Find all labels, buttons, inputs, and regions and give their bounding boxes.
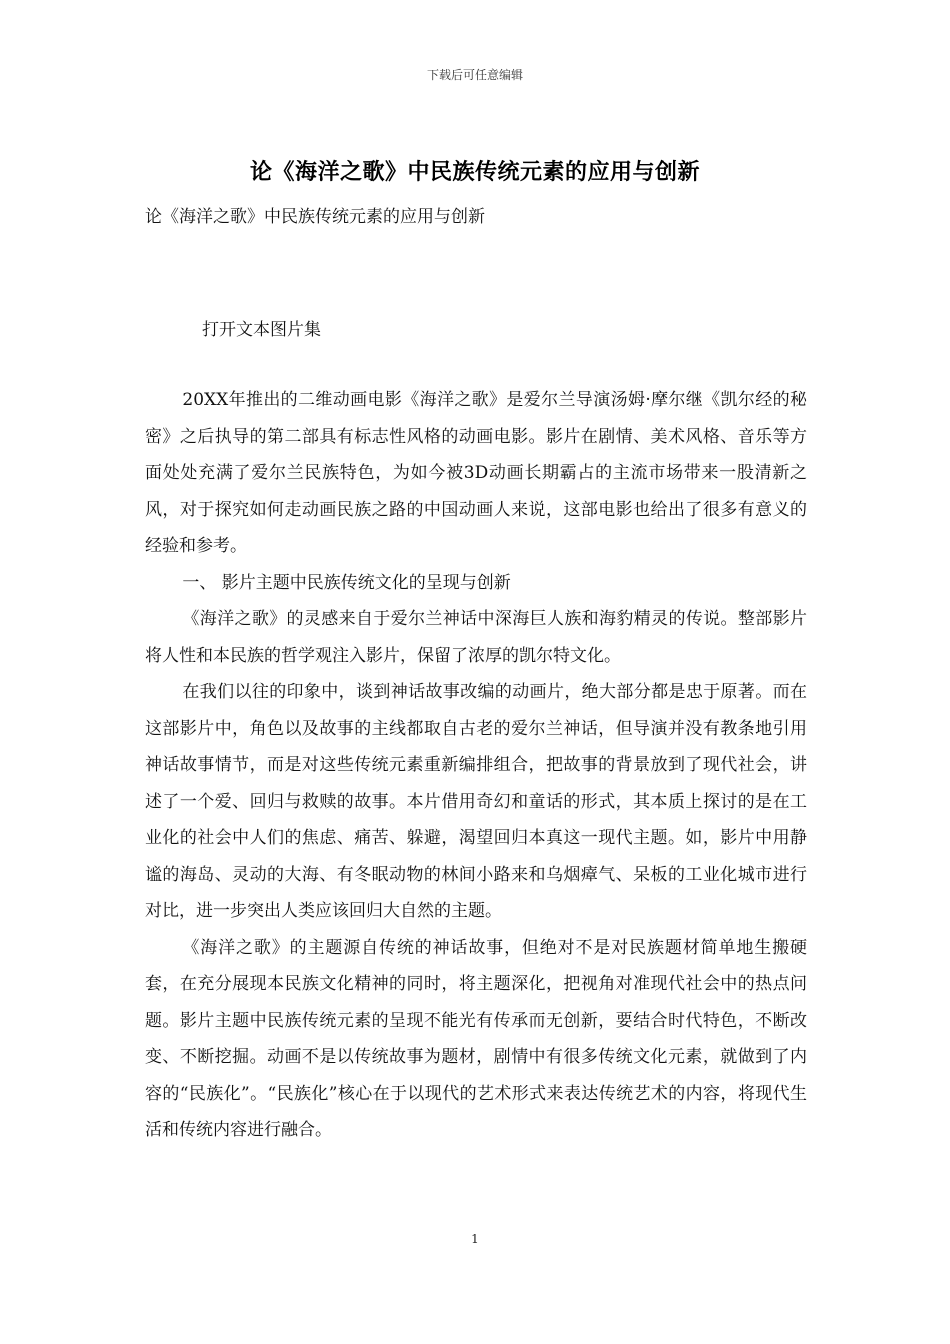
paragraph-theme: 《海洋之歌》的主题源自传统的神话故事，但绝对不是对民族题材简单地生搬硬套，在充分展现本民族文化精神的同时，将主题深化，把视角对准现代社会中的热点问题。影片主题中民族传统元素的呈现不能光有传承而无创新，要结合时代特色，不断改变、不断挖掘。动画不是以传统故事为题材，剧情中有很多传统文化元素，就做到了内容的“民族化”。“民族化”核心在于以现代的艺术形式来表达传统艺术的内容，将现代生活和传统内容进行融合。 xyxy=(145,937,807,1140)
paragraph-intro: 20XX年推出的二维动画电影《海洋之歌》是爱尔兰导演汤姆·摩尔继《凯尔经的秘密》之后执导的第二部具有标志性风格的动画电影。影片在剧情、美术风格、音乐等方面处处充满了爱尔兰民族特色，为如今被3D动画长期霸占的主流市场带来一股清新之风，对于探究如何走动画民族之路的中国动画人来说，这部电影也给出了很多有意义的经验和参考。 xyxy=(145,390,807,556)
article-body xyxy=(145,382,807,1149)
document-title: 论《海洋之歌》中民族传统元素的应用与创新 xyxy=(249,159,700,185)
open-image-gallery-link[interactable]: 打开文本图片集 xyxy=(202,320,321,340)
paragraph-inspiration: 《海洋之歌》的灵感来自于爱尔兰神话中深海巨人族和海豹精灵的传说。整部影片将人性和本民族的哲学观注入影片，保留了浓厚的凯尔特文化。 xyxy=(145,609,807,666)
page-header-note: 下载后可任意编辑 xyxy=(426,68,523,82)
section-heading-1: 一、 影片主题中民族传统文化的呈现与创新 xyxy=(182,572,511,593)
document-subtitle: 论《海洋之歌》中民族传统元素的应用与创新 xyxy=(145,207,485,227)
paragraph-adaptation: 在我们以往的印象中，谈到神话故事改编的动画片，绝大部分都是忠于原著。而在这部影片中，角色以及故事的主线都取自古老的爱尔兰神话，但导演并没有教条地引用神话故事情节，而是对这些传统元素重新编排组合，把故事的背景放到了现代社会，讲述了一个爱、回归与救赎的故事。本片借用奇幻和童话的形式，其本质上探讨的是在工业化的社会中人们的焦虑、痛苦、躲避，渴望回归本真这一现代主题。如，影片中用静谧的海岛、灵动的大海、有冬眠动物的林间小路来和乌烟瘴气、呆板的工业化城市进行对比，进一步突出人类应该回归大自然的主题。 xyxy=(145,682,807,921)
page-number: 1 xyxy=(471,1232,479,1246)
